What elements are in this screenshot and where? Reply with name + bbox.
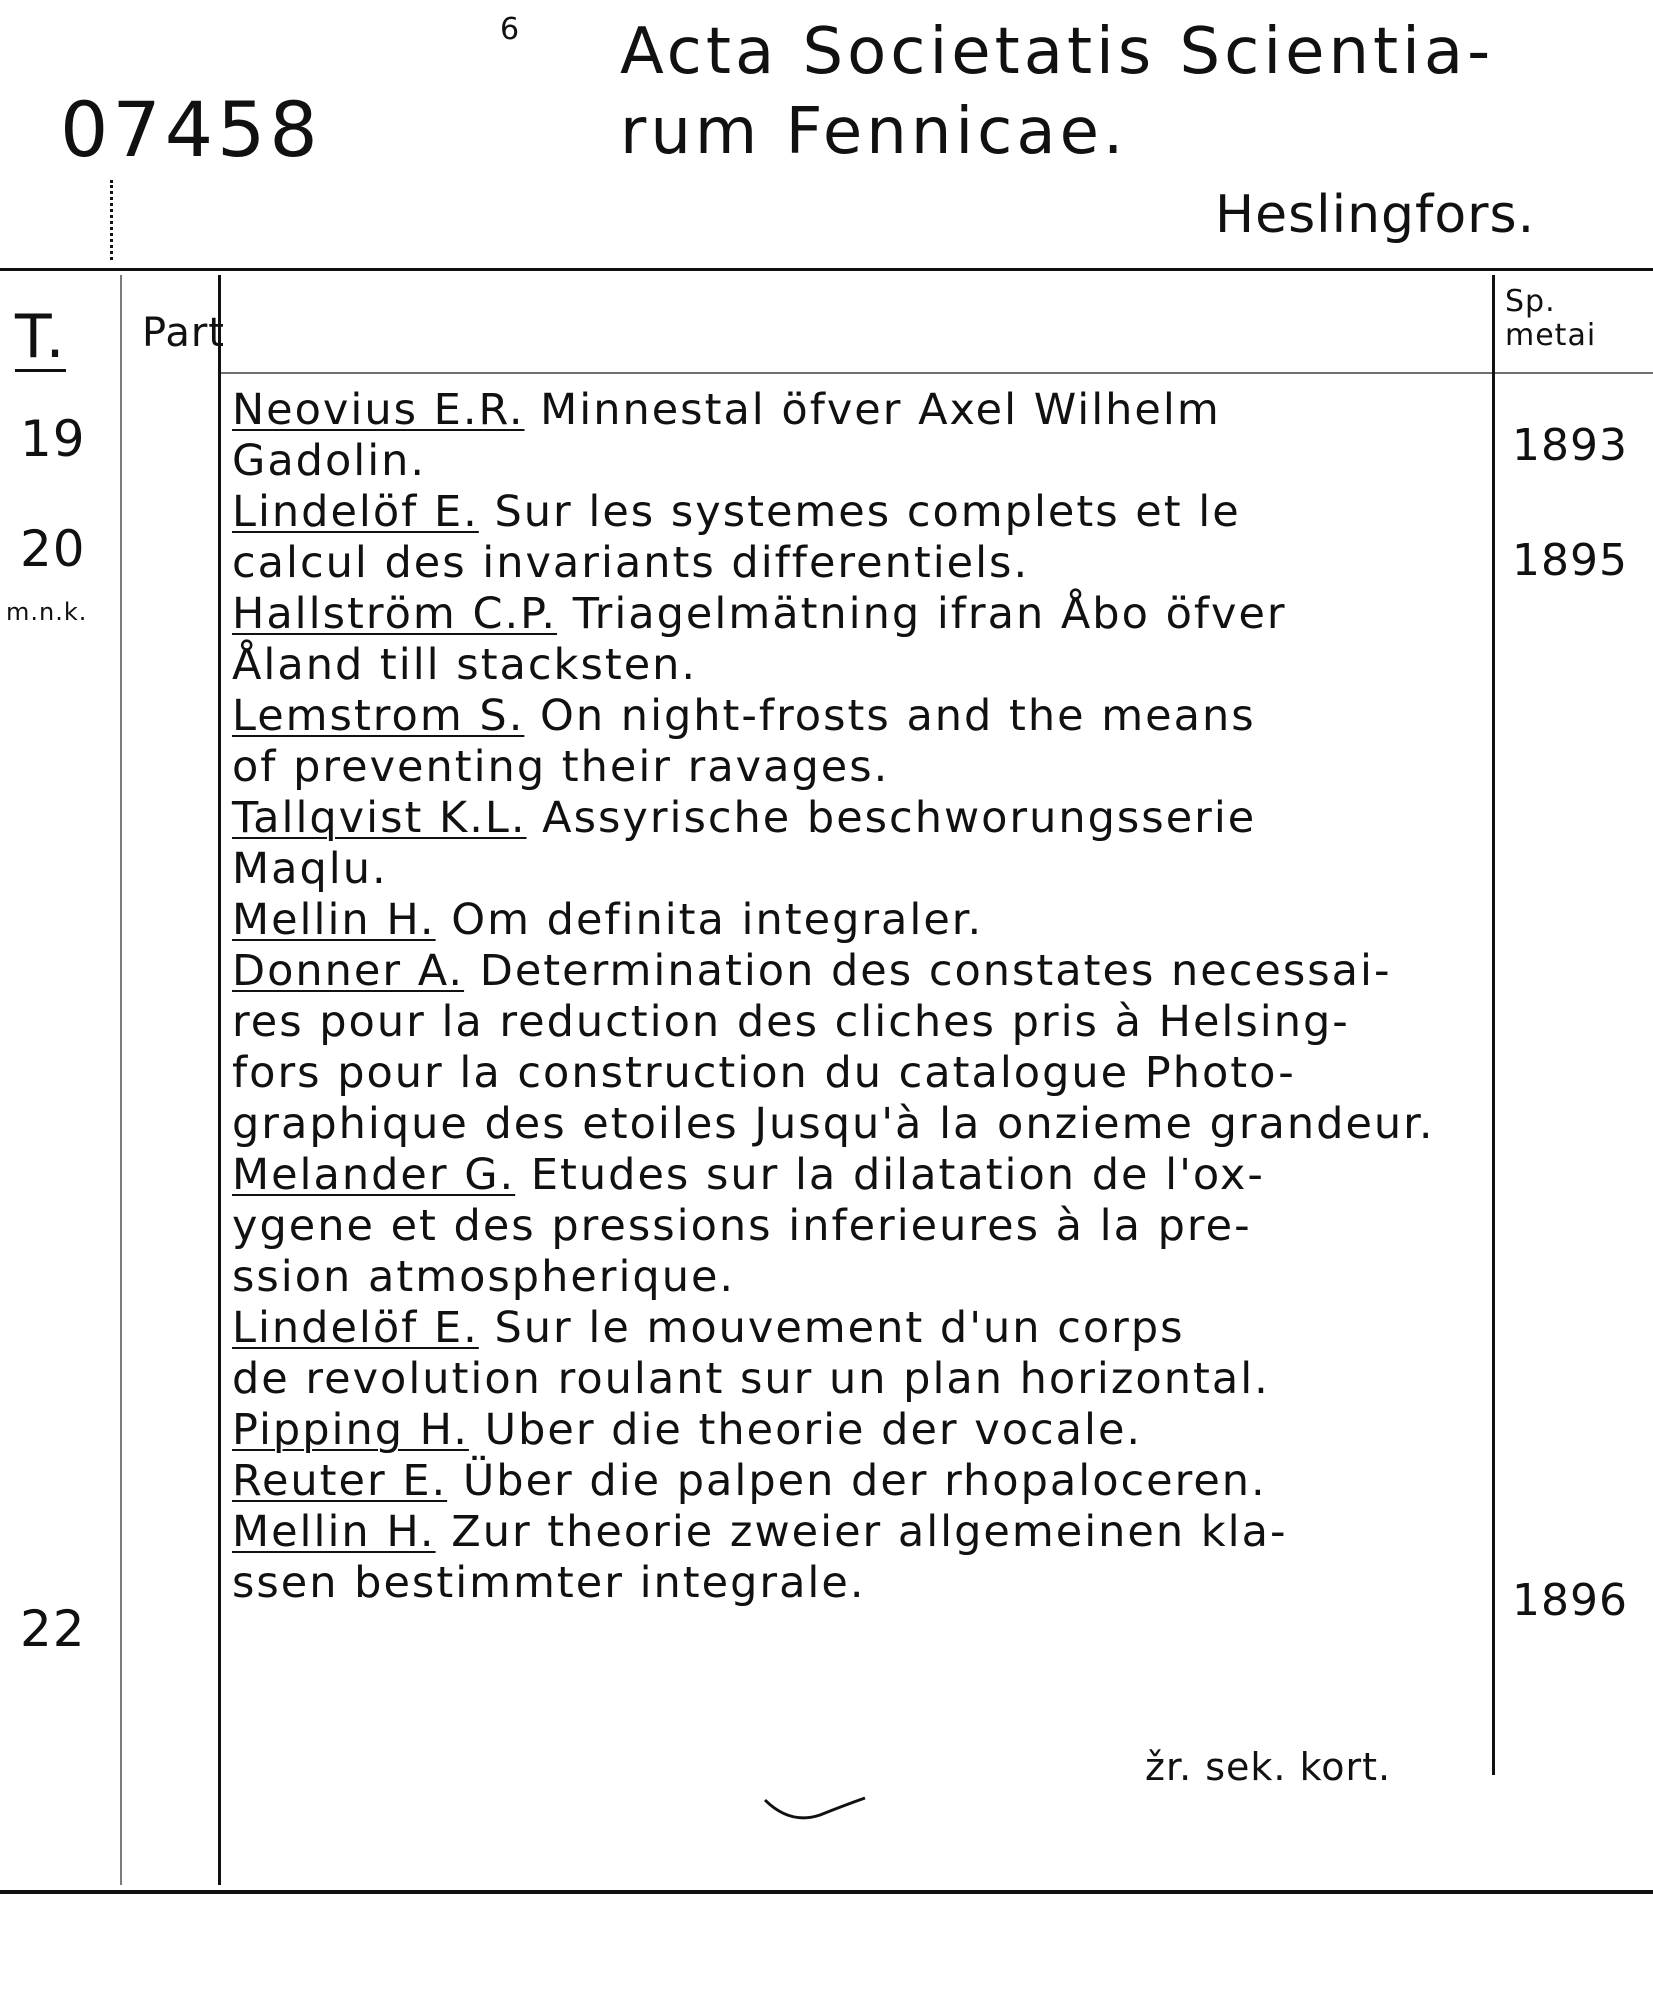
entry-author: Reuter E. [232,1456,448,1506]
card-number: 07458 [60,85,322,174]
year-label: 1896 [1512,1575,1628,1626]
entry-continuation: de revolution roulant sur un plan horizontal. [232,1354,1270,1404]
entry-line [232,1456,1492,1507]
entry-line [232,487,1492,538]
entry-title: Triagelmätning ifran Åbo öfver [557,589,1287,639]
bottom-rule [0,1890,1653,1894]
dotted-guide [110,180,116,260]
volume-label: 19 [20,410,86,468]
column-head-rule [218,372,1653,374]
entry-author: Neovius E.R. [232,385,525,435]
column-header-t: T. [15,302,66,372]
column-divider-part [120,275,122,1885]
entry-continuation: Åland till stacksten. [232,640,698,690]
column-header-year: Sp. metai [1505,284,1597,353]
entry-line [232,1507,1492,1558]
entry-author: Donner A. [232,946,465,996]
entry-title: Determination des constates necessai- [464,946,1392,996]
entry-author: Lemstrom S. [232,691,525,741]
entry-title: Minnestal öfver Axel Wilhelm [524,385,1221,435]
entry-line [232,793,1492,844]
margin-note: m.n.k. [6,598,88,626]
footer-note: žr. sek. kort. [1145,1745,1392,1789]
column-divider-title [218,275,221,1885]
entry-continuation: ssion atmospherique. [232,1252,736,1302]
entry-title: Sur le mouvement d'un corps [478,1303,1185,1353]
entry-title: Uber die theorie der vocale. [468,1405,1143,1455]
entry-continuation: ygene et des pressions inferieures à la pre- [232,1201,1252,1251]
entry-line [232,385,1492,436]
entry-list [232,385,1492,1609]
entry-continuation: Maqlu. [232,844,388,894]
page-mark: 6 [500,12,521,47]
entry-continuation: of preventing their ravages. [232,742,890,792]
entry-title: Sur les systemes complets et le [478,487,1241,537]
volume-label: 20 [20,520,86,578]
volume-label: 22 [20,1600,86,1658]
entry-line [232,895,1492,946]
header-rule [0,268,1653,271]
entry-line [232,589,1492,640]
title-line-1: Acta Societatis Scientia- [620,15,1495,89]
entry-line [232,691,1492,742]
entry-line [232,1303,1492,1354]
place-of-publication: Heslingfors. [1215,185,1536,245]
column-divider-year [1492,275,1495,1775]
entry-title: Zur theorie zweier allgemeinen kla- [435,1507,1288,1557]
entry-continuation: fors pour la construction du catalogue Photo- [232,1048,1296,1098]
entry-line [232,1150,1492,1201]
column-header-part: Part [142,310,225,356]
entry-author: Lindelöf E. [232,1303,479,1353]
entry-title: Über die palpen der rhopaloceren. [447,1456,1267,1506]
entry-author: Lindelöf E. [232,487,479,537]
entry-title: Assyrische beschworungsserie [526,793,1257,843]
entry-continuation: ssen bestimmter integrale. [232,1558,866,1608]
entry-continuation: Gadolin. [232,436,427,486]
entry-author: Hallström C.P. [232,589,558,639]
squiggle-mark [760,1790,870,1830]
entry-continuation: calcul des invariants differentiels. [232,538,1030,588]
title-line-2: rum Fennicae. [620,95,1128,169]
entry-author: Melander G. [232,1150,516,1200]
entry-line [232,1405,1492,1456]
entry-title: Etudes sur la dilatation de l'ox- [515,1150,1265,1200]
entry-author: Mellin H. [232,895,436,945]
entry-continuation: res pour la reduction des cliches pris à Helsing- [232,997,1350,1047]
entry-title: Om definita integraler. [435,895,984,945]
entry-continuation: graphique des etoiles Jusqu'à la onzieme grandeur. [232,1099,1435,1149]
year-label: 1893 [1512,420,1628,471]
entry-author: Mellin H. [232,1507,436,1557]
entry-line [232,946,1492,997]
year-label: 1895 [1512,535,1628,586]
entry-author: Tallqvist K.L. [232,793,527,843]
entry-author: Pipping H. [232,1405,469,1455]
entry-title: On night-frosts and the means [524,691,1256,741]
